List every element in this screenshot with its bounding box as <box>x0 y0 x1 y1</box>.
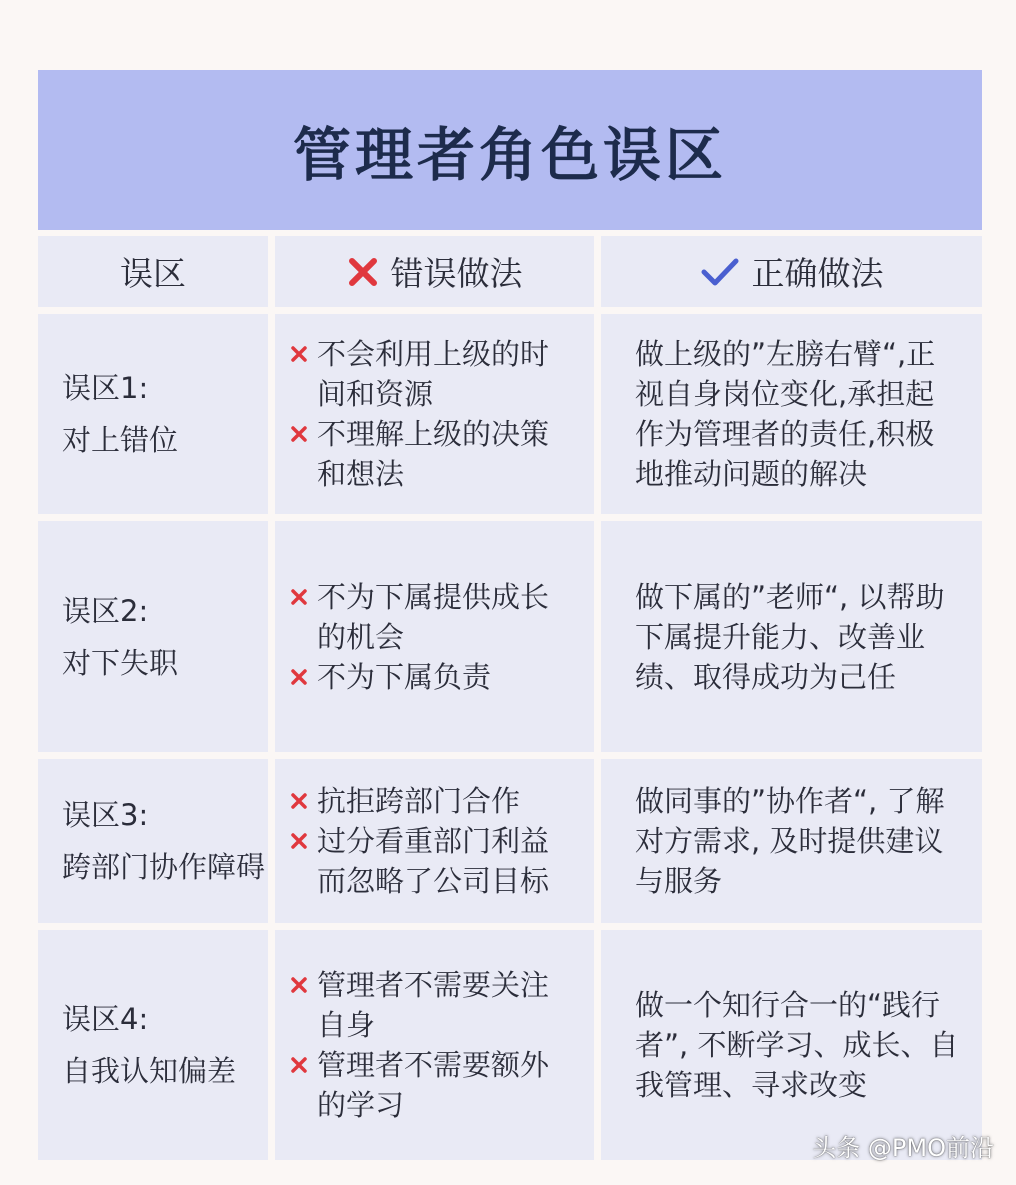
row-2-zone <box>38 521 268 752</box>
check-icon <box>700 256 740 288</box>
watermark: 头条 @PMO前沿 <box>812 1134 994 1162</box>
row-3-right <box>601 759 982 923</box>
header-zone <box>38 236 268 307</box>
wrong-item <box>289 821 576 901</box>
wrong-item-text: 抗拒跨部门合作 <box>317 784 521 818</box>
row-2-wrong <box>275 521 594 752</box>
zone-label: 误区3: <box>62 798 149 832</box>
zone-name: 跨部门协作障碍 <box>62 850 266 884</box>
row-3-zone <box>38 759 268 923</box>
wrong-item-text: 过分看重部门利益而忽略了公司目标 <box>317 824 550 898</box>
right-text: 做上级的”左膀右臂“,正视自身岗位变化,承担起作为管理者的责任,积极地推动问题的解决 <box>635 337 936 491</box>
zone-label: 误区1: <box>62 371 149 405</box>
wrong-item <box>289 781 576 821</box>
row-2-right <box>601 521 982 752</box>
wrong-item-text: 不理解上级的决策和想法 <box>317 417 550 491</box>
row-1-zone <box>38 314 268 514</box>
zone-label: 误区4: <box>62 1002 149 1036</box>
title-banner <box>38 70 982 230</box>
zone-name: 对下失职 <box>62 645 179 680</box>
row-4-zone <box>38 930 268 1160</box>
wrong-item-text: 管理者不需要额外的学习 <box>317 1048 550 1122</box>
cross-icon <box>289 781 315 821</box>
zone-name: 自我认知偏差 <box>62 1054 237 1088</box>
wrong-item-text: 不为下属负责 <box>317 659 492 694</box>
zone-label: 误区2: <box>62 593 149 628</box>
row-4-right <box>601 930 982 1160</box>
right-text: 做同事的”协作者“, 了解对方需求, 及时提供建议与服务 <box>635 784 945 898</box>
wrong-item <box>289 965 576 1045</box>
header-right <box>601 236 982 307</box>
header-right-label: 正确做法 <box>751 254 884 293</box>
cross-icon <box>289 414 315 454</box>
right-text: 做下属的”老师“, 以帮助下属提升能力、改善业绩、取得成功为己任 <box>635 579 945 694</box>
row-3-wrong <box>275 759 594 923</box>
header-zone-label: 误区 <box>120 254 186 293</box>
wrong-item <box>289 577 576 657</box>
cross-icon <box>289 577 315 617</box>
wrong-item <box>289 334 576 414</box>
zone-name: 对上错位 <box>62 423 179 457</box>
wrong-item <box>289 657 576 697</box>
wrong-item-text: 不为下属提供成长的机会 <box>317 579 550 654</box>
cross-icon <box>289 1045 315 1085</box>
header-wrong-label: 错误做法 <box>390 254 523 293</box>
cross-icon <box>347 256 379 288</box>
right-text: 做一个知行合一的“践行者”, 不断学习、成长、自我管理、寻求改变 <box>635 988 959 1102</box>
cross-icon <box>289 334 315 374</box>
wrong-item-text: 不会利用上级的时间和资源 <box>317 337 550 411</box>
page-title: 管理者角色误区 <box>292 121 727 189</box>
wrong-item-text: 管理者不需要关注自身 <box>317 968 550 1042</box>
header-wrong <box>275 236 594 307</box>
cross-icon <box>289 657 315 697</box>
wrong-item <box>289 1045 576 1125</box>
row-1-wrong <box>275 314 594 514</box>
wrong-item <box>289 414 576 494</box>
row-1-right <box>601 314 982 514</box>
row-4-wrong <box>275 930 594 1160</box>
cross-icon <box>289 821 315 861</box>
cross-icon <box>289 965 315 1005</box>
